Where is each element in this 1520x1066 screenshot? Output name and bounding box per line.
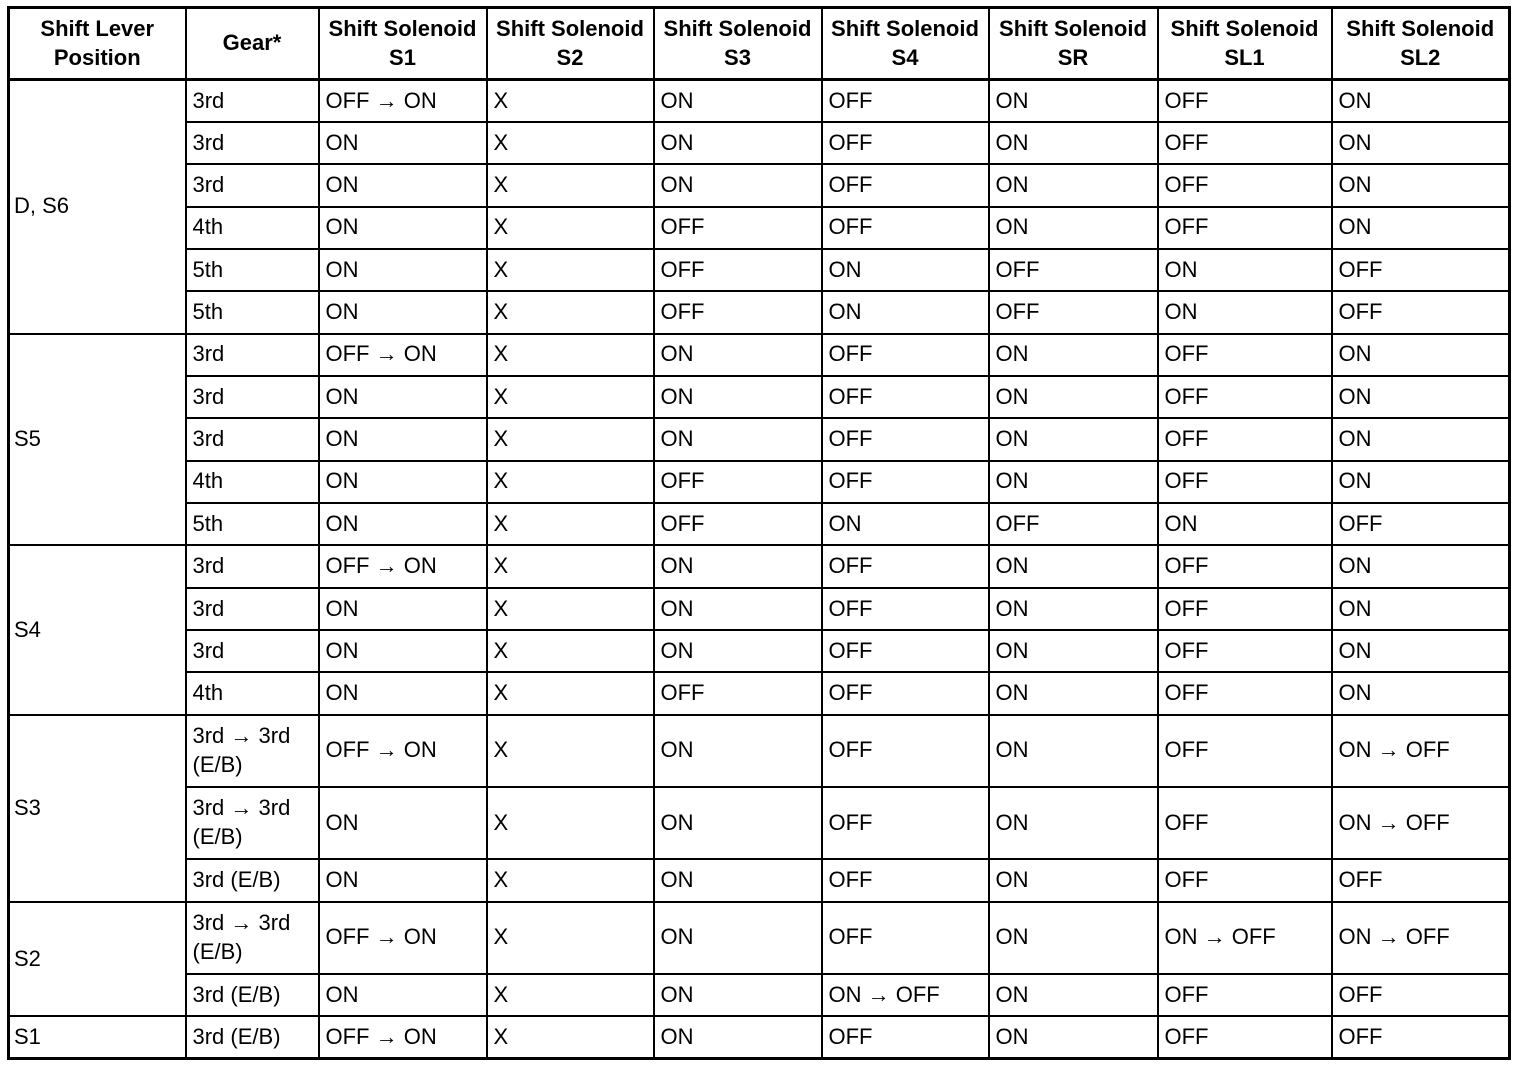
- solenoid-s4-cell: OFF: [822, 588, 989, 630]
- solenoid-s2-cell: X: [487, 1016, 654, 1058]
- gear-cell: 3rd → 3rd (E/B): [186, 715, 319, 787]
- solenoid-s3-cell: OFF: [654, 291, 822, 333]
- table-row: [9, 503, 1510, 545]
- header-row: [9, 8, 1510, 80]
- solenoid-s2-cell: X: [487, 974, 654, 1016]
- table-row: [9, 859, 1510, 901]
- solenoid-s4-cell: ON: [822, 291, 989, 333]
- gear-cell: 3rd: [186, 122, 319, 164]
- table-row: [9, 630, 1510, 672]
- solenoid-sr-cell: OFF: [989, 291, 1158, 333]
- table-row: [9, 715, 1510, 787]
- solenoid-s1-cell: ON: [319, 503, 487, 545]
- solenoid-s4-cell: OFF: [822, 787, 989, 859]
- solenoid-sl2-cell: OFF: [1332, 249, 1510, 291]
- solenoid-s4-cell: OFF: [822, 376, 989, 418]
- solenoid-s2-cell: X: [487, 207, 654, 249]
- gear-cell: 5th: [186, 503, 319, 545]
- solenoid-s4-cell: ON: [822, 249, 989, 291]
- solenoid-s4-cell: OFF: [822, 418, 989, 460]
- gear-cell: 3rd: [186, 418, 319, 460]
- table-row: [9, 672, 1510, 714]
- table-header: [9, 8, 1510, 80]
- solenoid-sr-cell: ON: [989, 859, 1158, 901]
- solenoid-sl2-cell: ON: [1332, 588, 1510, 630]
- table-row: [9, 545, 1510, 587]
- gear-cell: 3rd (E/B): [186, 1016, 319, 1058]
- solenoid-sr-cell: ON: [989, 588, 1158, 630]
- solenoid-sl1-cell: OFF: [1158, 207, 1332, 249]
- solenoid-s2-cell: X: [487, 80, 654, 122]
- gear-cell: 5th: [186, 291, 319, 333]
- lever-group: [9, 902, 1510, 1017]
- solenoid-sl2-cell: OFF: [1332, 503, 1510, 545]
- solenoid-sr-cell: ON: [989, 164, 1158, 206]
- solenoid-sl2-cell: ON: [1332, 207, 1510, 249]
- shift-lever-position-cell: S4: [9, 545, 186, 714]
- table-row: [9, 461, 1510, 503]
- solenoid-s2-cell: X: [487, 164, 654, 206]
- solenoid-sl2-cell: ON: [1332, 672, 1510, 714]
- solenoid-sl2-cell: ON: [1332, 376, 1510, 418]
- gear-cell: 3rd: [186, 545, 319, 587]
- solenoid-s4-cell: OFF: [822, 122, 989, 164]
- solenoid-sl1-cell: OFF: [1158, 122, 1332, 164]
- header-solenoid-s4: Shift Solenoid S4: [822, 8, 989, 80]
- solenoid-s4-cell: OFF: [822, 164, 989, 206]
- solenoid-sl1-cell: ON: [1158, 291, 1332, 333]
- solenoid-s2-cell: X: [487, 376, 654, 418]
- shift-lever-position-cell: S5: [9, 334, 186, 546]
- solenoid-s3-cell: ON: [654, 122, 822, 164]
- table-row: [9, 418, 1510, 460]
- solenoid-sl1-cell: OFF: [1158, 630, 1332, 672]
- solenoid-sl2-cell: ON: [1332, 334, 1510, 376]
- header-solenoid-s3: Shift Solenoid S3: [654, 8, 822, 80]
- solenoid-sl1-cell: OFF: [1158, 334, 1332, 376]
- solenoid-sr-cell: ON: [989, 974, 1158, 1016]
- solenoid-sr-cell: ON: [989, 418, 1158, 460]
- solenoid-s2-cell: X: [487, 334, 654, 376]
- lever-group: [9, 1016, 1510, 1058]
- gear-cell: 5th: [186, 249, 319, 291]
- solenoid-sr-cell: ON: [989, 207, 1158, 249]
- solenoid-s1-cell: ON: [319, 974, 487, 1016]
- solenoid-s3-cell: ON: [654, 334, 822, 376]
- solenoid-s1-cell: OFF → ON: [319, 1016, 487, 1058]
- gear-cell: 3rd → 3rd (E/B): [186, 787, 319, 859]
- solenoid-s3-cell: OFF: [654, 249, 822, 291]
- solenoid-s4-cell: OFF: [822, 859, 989, 901]
- solenoid-s3-cell: ON: [654, 545, 822, 587]
- solenoid-s3-cell: ON: [654, 1016, 822, 1058]
- solenoid-s4-cell: OFF: [822, 902, 989, 974]
- solenoid-sl1-cell: OFF: [1158, 545, 1332, 587]
- gear-cell: 3rd: [186, 164, 319, 206]
- gear-cell: 3rd: [186, 376, 319, 418]
- solenoid-s3-cell: ON: [654, 787, 822, 859]
- solenoid-s4-cell: OFF: [822, 461, 989, 503]
- solenoid-s3-cell: ON: [654, 630, 822, 672]
- solenoid-sr-cell: OFF: [989, 249, 1158, 291]
- solenoid-sr-cell: ON: [989, 122, 1158, 164]
- solenoid-s2-cell: X: [487, 461, 654, 503]
- shift-lever-position-cell: S3: [9, 715, 186, 902]
- solenoid-sl1-cell: OFF: [1158, 1016, 1332, 1058]
- shift-lever-position-cell: D, S6: [9, 80, 186, 334]
- solenoid-s2-cell: X: [487, 545, 654, 587]
- solenoid-sl1-cell: OFF: [1158, 715, 1332, 787]
- solenoid-sr-cell: OFF: [989, 503, 1158, 545]
- solenoid-s3-cell: ON: [654, 859, 822, 901]
- solenoid-sr-cell: ON: [989, 376, 1158, 418]
- solenoid-s2-cell: X: [487, 249, 654, 291]
- solenoid-sl2-cell: OFF: [1332, 974, 1510, 1016]
- gear-cell: 4th: [186, 207, 319, 249]
- solenoid-sr-cell: ON: [989, 787, 1158, 859]
- table-row: [9, 80, 1510, 122]
- solenoid-sr-cell: ON: [989, 902, 1158, 974]
- gear-cell: 3rd (E/B): [186, 974, 319, 1016]
- solenoid-s1-cell: OFF → ON: [319, 545, 487, 587]
- gear-cell: 3rd: [186, 80, 319, 122]
- solenoid-sr-cell: ON: [989, 1016, 1158, 1058]
- solenoid-s3-cell: ON: [654, 974, 822, 1016]
- solenoid-s3-cell: OFF: [654, 461, 822, 503]
- solenoid-s4-cell: OFF: [822, 1016, 989, 1058]
- solenoid-s1-cell: ON: [319, 291, 487, 333]
- solenoid-sl2-cell: OFF: [1332, 859, 1510, 901]
- solenoid-s4-cell: OFF: [822, 207, 989, 249]
- solenoid-sl1-cell: OFF: [1158, 164, 1332, 206]
- solenoid-s1-cell: OFF → ON: [319, 80, 487, 122]
- solenoid-s2-cell: X: [487, 291, 654, 333]
- solenoid-s2-cell: X: [487, 630, 654, 672]
- table-row: [9, 207, 1510, 249]
- table-row: [9, 376, 1510, 418]
- table-row: [9, 334, 1510, 376]
- solenoid-sl1-cell: OFF: [1158, 859, 1332, 901]
- solenoid-sl2-cell: ON: [1332, 122, 1510, 164]
- header-solenoid-sl2: Shift Solenoid SL2: [1332, 8, 1510, 80]
- solenoid-sl1-cell: OFF: [1158, 974, 1332, 1016]
- header-solenoid-sl1: Shift Solenoid SL1: [1158, 8, 1332, 80]
- table-row: [9, 902, 1510, 974]
- solenoid-sl1-cell: OFF: [1158, 80, 1332, 122]
- solenoid-s1-cell: ON: [319, 122, 487, 164]
- shift-lever-position-cell: S2: [9, 902, 186, 1017]
- shift-lever-position-cell: S1: [9, 1016, 186, 1058]
- solenoid-s3-cell: ON: [654, 80, 822, 122]
- solenoid-sl2-cell: ON → OFF: [1332, 902, 1510, 974]
- solenoid-s1-cell: OFF → ON: [319, 334, 487, 376]
- solenoid-s1-cell: OFF → ON: [319, 715, 487, 787]
- solenoid-s3-cell: ON: [654, 588, 822, 630]
- solenoid-s2-cell: X: [487, 715, 654, 787]
- solenoid-s1-cell: ON: [319, 207, 487, 249]
- solenoid-s4-cell: ON → OFF: [822, 974, 989, 1016]
- gear-cell: 4th: [186, 461, 319, 503]
- solenoid-sl2-cell: ON: [1332, 164, 1510, 206]
- solenoid-s2-cell: X: [487, 902, 654, 974]
- solenoid-sr-cell: ON: [989, 630, 1158, 672]
- table-row: [9, 291, 1510, 333]
- solenoid-s4-cell: OFF: [822, 630, 989, 672]
- solenoid-s1-cell: ON: [319, 376, 487, 418]
- solenoid-s1-cell: ON: [319, 672, 487, 714]
- solenoid-sl1-cell: OFF: [1158, 418, 1332, 460]
- solenoid-sr-cell: ON: [989, 672, 1158, 714]
- solenoid-s1-cell: ON: [319, 630, 487, 672]
- lever-group: [9, 715, 1510, 902]
- solenoid-sl1-cell: OFF: [1158, 376, 1332, 418]
- solenoid-s4-cell: OFF: [822, 334, 989, 376]
- solenoid-sr-cell: ON: [989, 80, 1158, 122]
- solenoid-s1-cell: ON: [319, 418, 487, 460]
- solenoid-s3-cell: ON: [654, 418, 822, 460]
- solenoid-s2-cell: X: [487, 672, 654, 714]
- gear-cell: 3rd: [186, 630, 319, 672]
- solenoid-s3-cell: ON: [654, 376, 822, 418]
- solenoid-s4-cell: ON: [822, 503, 989, 545]
- solenoid-sl2-cell: ON: [1332, 418, 1510, 460]
- table-row: [9, 249, 1510, 291]
- solenoid-s1-cell: ON: [319, 461, 487, 503]
- solenoid-s4-cell: OFF: [822, 715, 989, 787]
- gear-cell: 3rd: [186, 588, 319, 630]
- solenoid-s4-cell: OFF: [822, 80, 989, 122]
- solenoid-s3-cell: OFF: [654, 207, 822, 249]
- solenoid-sl2-cell: ON → OFF: [1332, 715, 1510, 787]
- solenoid-operation-table: [7, 6, 1511, 1060]
- gear-cell: 4th: [186, 672, 319, 714]
- table-row: [9, 1016, 1510, 1058]
- solenoid-s2-cell: X: [487, 787, 654, 859]
- header-solenoid-s1: Shift Solenoid S1: [319, 8, 487, 80]
- solenoid-sl2-cell: ON: [1332, 630, 1510, 672]
- solenoid-s1-cell: ON: [319, 588, 487, 630]
- gear-cell: 3rd → 3rd (E/B): [186, 902, 319, 974]
- solenoid-s1-cell: ON: [319, 859, 487, 901]
- solenoid-s4-cell: OFF: [822, 545, 989, 587]
- solenoid-s1-cell: ON: [319, 164, 487, 206]
- solenoid-sr-cell: ON: [989, 334, 1158, 376]
- table-row: [9, 787, 1510, 859]
- solenoid-sl1-cell: ON: [1158, 503, 1332, 545]
- solenoid-sl1-cell: OFF: [1158, 461, 1332, 503]
- table-row: [9, 164, 1510, 206]
- solenoid-s1-cell: ON: [319, 249, 487, 291]
- solenoid-sl2-cell: ON: [1332, 80, 1510, 122]
- header-shift-lever-position: Shift Lever Position: [9, 8, 186, 80]
- solenoid-s3-cell: OFF: [654, 503, 822, 545]
- solenoid-sl2-cell: OFF: [1332, 291, 1510, 333]
- solenoid-s1-cell: ON: [319, 787, 487, 859]
- table-row: [9, 974, 1510, 1016]
- solenoid-sl1-cell: OFF: [1158, 672, 1332, 714]
- lever-group: [9, 334, 1510, 546]
- solenoid-sr-cell: ON: [989, 461, 1158, 503]
- header-solenoid-s2: Shift Solenoid S2: [487, 8, 654, 80]
- solenoid-s1-cell: OFF → ON: [319, 902, 487, 974]
- solenoid-s2-cell: X: [487, 503, 654, 545]
- solenoid-s3-cell: ON: [654, 902, 822, 974]
- solenoid-s2-cell: X: [487, 588, 654, 630]
- solenoid-sl1-cell: ON → OFF: [1158, 902, 1332, 974]
- solenoid-sl1-cell: ON: [1158, 249, 1332, 291]
- solenoid-s4-cell: OFF: [822, 672, 989, 714]
- solenoid-sl2-cell: ON → OFF: [1332, 787, 1510, 859]
- table-row: [9, 588, 1510, 630]
- solenoid-sl2-cell: ON: [1332, 461, 1510, 503]
- solenoid-sl1-cell: OFF: [1158, 588, 1332, 630]
- solenoid-s3-cell: ON: [654, 715, 822, 787]
- solenoid-sl2-cell: ON: [1332, 545, 1510, 587]
- solenoid-s2-cell: X: [487, 418, 654, 460]
- lever-group: [9, 80, 1510, 334]
- solenoid-s2-cell: X: [487, 859, 654, 901]
- gear-cell: 3rd (E/B): [186, 859, 319, 901]
- solenoid-sr-cell: ON: [989, 545, 1158, 587]
- solenoid-s3-cell: OFF: [654, 672, 822, 714]
- lever-group: [9, 545, 1510, 714]
- header-gear: Gear*: [186, 8, 319, 80]
- solenoid-s3-cell: ON: [654, 164, 822, 206]
- gear-cell: 3rd: [186, 334, 319, 376]
- header-solenoid-sr: Shift Solenoid SR: [989, 8, 1158, 80]
- solenoid-sl2-cell: OFF: [1332, 1016, 1510, 1058]
- solenoid-sl1-cell: OFF: [1158, 787, 1332, 859]
- solenoid-s2-cell: X: [487, 122, 654, 164]
- table-row: [9, 122, 1510, 164]
- solenoid-sr-cell: ON: [989, 715, 1158, 787]
